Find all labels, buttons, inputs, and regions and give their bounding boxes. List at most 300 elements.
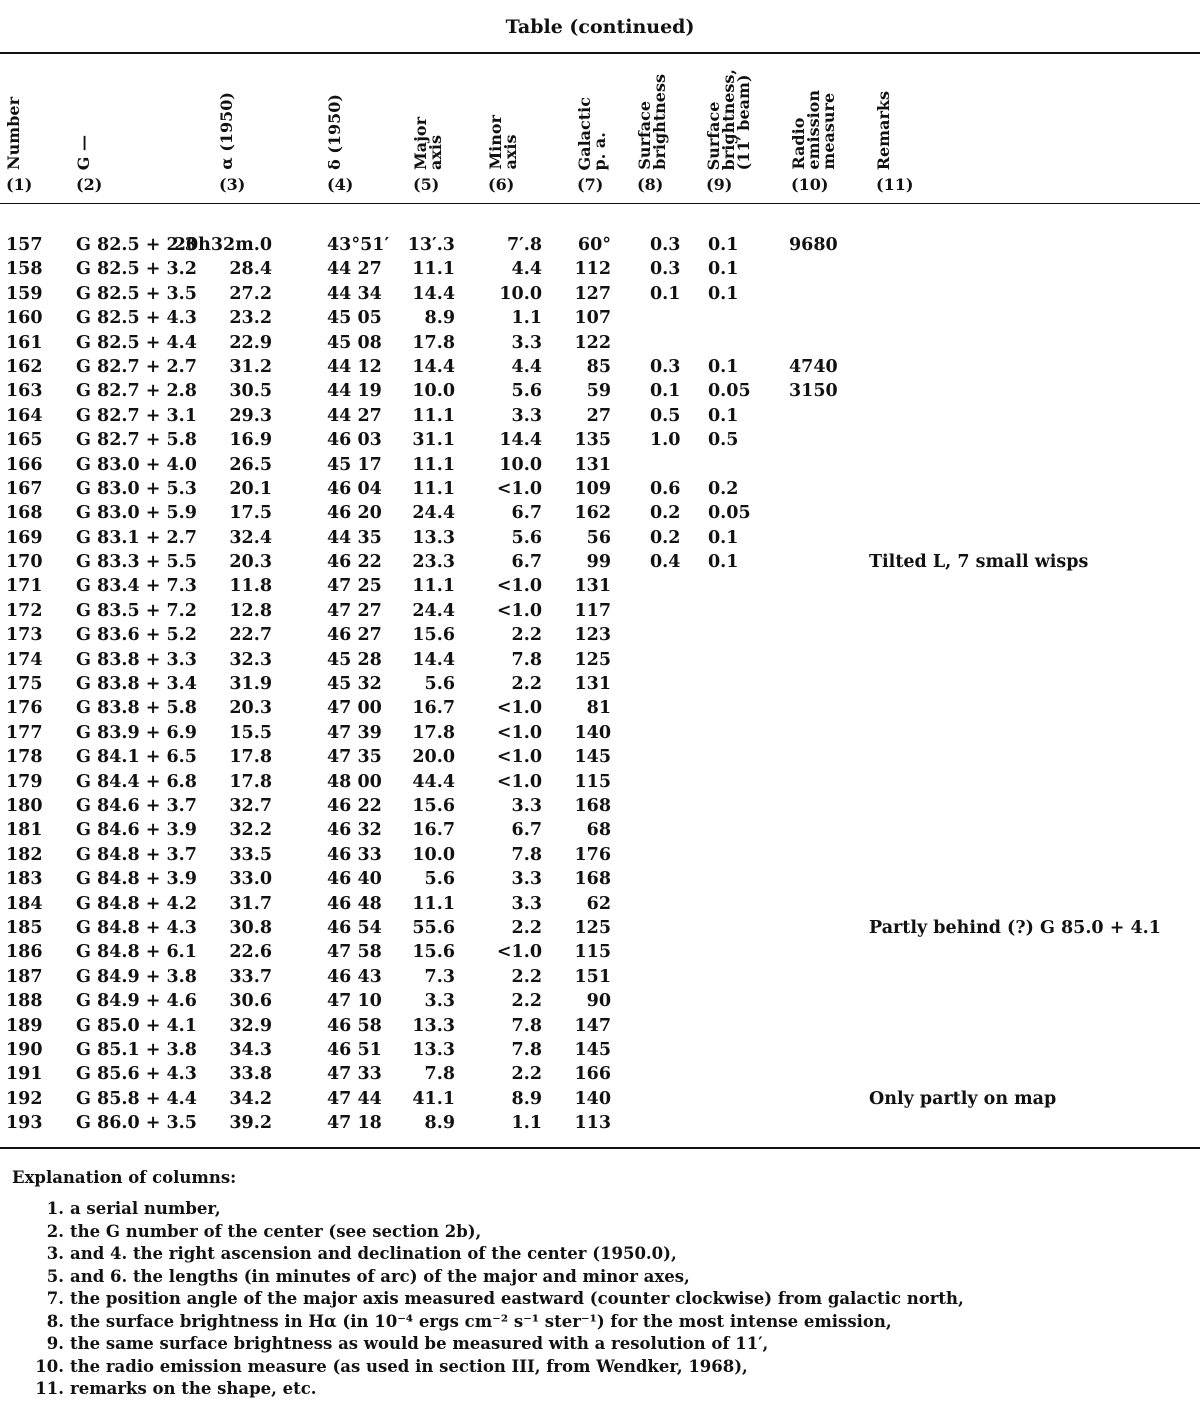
cell-galactic-pa: 109 [574, 478, 611, 499]
cell-declination: 46 03 [327, 430, 382, 451]
cell-declination: 45 28 [327, 649, 382, 670]
cell-major-axis: 10.0 [412, 381, 455, 402]
cell-major-axis: 14.4 [412, 283, 455, 304]
table-row [0, 869, 1200, 893]
cell-right-ascension: 17.5 [229, 503, 272, 524]
cell-surface-brightness-11: 0.5 [708, 430, 739, 451]
cell-right-ascension: 15.5 [229, 722, 272, 743]
cell-number: 161 [6, 332, 43, 353]
cell-declination: 47 39 [327, 722, 382, 743]
explanation-item-number: 11. [35, 1379, 64, 1398]
explanation-item [12, 1334, 964, 1357]
cell-minor-axis: 6.7 [511, 552, 542, 573]
table-row [0, 479, 1200, 503]
explanation-item-text: the G number of the center (see section 2b), [70, 1221, 482, 1241]
cell-declination: 44 35 [327, 527, 382, 548]
cell-right-ascension: 32.9 [229, 1015, 272, 1036]
cell-right-ascension: 33.7 [229, 966, 272, 987]
cell-number: 163 [6, 381, 43, 402]
cell-right-ascension: 27.2 [229, 283, 272, 304]
cell-declination: 46 32 [327, 820, 382, 841]
cell-galactic-pa: 56 [586, 527, 611, 548]
cell-radio-emission-measure: 9680 [789, 235, 838, 255]
cell-declination: 47 10 [327, 991, 382, 1012]
cell-major-axis: 11.1 [412, 405, 455, 426]
cell-number: 167 [6, 478, 43, 499]
cell-galactic-pa: 162 [574, 503, 611, 524]
cell-g-designation: G 83.0 + 4.0 [76, 454, 197, 475]
cell-surface-brightness-11: 0.1 [708, 552, 739, 573]
cell-right-ascension: 12.8 [229, 600, 272, 621]
cell-g-designation: G 84.4 + 6.8 [76, 771, 197, 792]
explanation-item [12, 1357, 964, 1380]
cell-right-ascension: 30.6 [229, 991, 272, 1012]
cell-minor-axis: 3.3 [511, 332, 542, 353]
header-label: Surface brightness, (11′ beam) [704, 68, 753, 170]
cell-right-ascension: 33.8 [229, 1064, 272, 1085]
cell-radio-emission-measure: 4740 [789, 356, 838, 377]
cell-galactic-pa: 99 [586, 552, 611, 573]
cell-right-ascension: 28.4 [229, 259, 272, 280]
cell-minor-axis: 2.2 [511, 1064, 542, 1085]
header-number: (1) [6, 175, 33, 194]
cell-g-designation: G 84.8 + 6.1 [76, 942, 197, 963]
cell-minor-axis: 6.7 [511, 820, 542, 841]
table-row [0, 674, 1200, 698]
cell-number: 171 [6, 576, 43, 597]
cell-galactic-pa: 135 [574, 430, 611, 451]
cell-minor-axis: 3.3 [511, 795, 542, 816]
header-number: (11) [876, 175, 914, 194]
cell-number: 193 [6, 1113, 43, 1134]
cell-declination: 45 08 [327, 332, 382, 353]
header-rule [0, 203, 1200, 204]
header-number: (6) [488, 175, 515, 194]
explanation-item [12, 1289, 964, 1312]
explanation-item-text: the radio emission measure (as used in section III, from Wendker, 1968), [70, 1356, 748, 1376]
cell-galactic-pa: 123 [574, 625, 611, 646]
cell-major-axis: 11.1 [412, 478, 455, 499]
cell-minor-axis: 6.7 [511, 503, 542, 524]
table-row [0, 772, 1200, 796]
table-row [0, 430, 1200, 454]
cell-number: 168 [6, 503, 43, 524]
table-row [0, 918, 1200, 942]
header-label: Number [4, 97, 23, 170]
cell-right-ascension: 22.6 [229, 942, 272, 963]
cell-right-ascension: 31.9 [229, 674, 272, 695]
cell-major-axis: 23.3 [412, 552, 455, 573]
cell-g-designation: G 83.1 + 2.7 [76, 527, 197, 548]
table-row [0, 1016, 1200, 1040]
cell-declination: 47 58 [327, 942, 382, 963]
cell-surface-brightness: 0.3 [650, 356, 681, 377]
cell-g-designation: G 84.1 + 6.5 [76, 747, 197, 768]
cell-galactic-pa: 166 [574, 1064, 611, 1085]
cell-minor-axis: 1.1 [511, 1113, 542, 1134]
explanation-item [12, 1244, 964, 1267]
cell-major-axis: 5.6 [424, 869, 455, 890]
table-row [0, 1064, 1200, 1088]
cell-g-designation: G 84.8 + 3.9 [76, 869, 197, 890]
cell-major-axis: 13.3 [412, 1015, 455, 1036]
top-rule [0, 52, 1200, 54]
cell-minor-axis: 4.4 [511, 259, 542, 280]
cell-declination: 46 22 [327, 795, 382, 816]
header-number: (7) [577, 175, 604, 194]
cell-right-ascension: 17.8 [229, 771, 272, 792]
cell-right-ascension: 32.3 [229, 649, 272, 670]
cell-number: 181 [6, 820, 43, 841]
cell-major-axis: 17.8 [412, 332, 455, 353]
cell-declination: 47 25 [327, 576, 382, 597]
cell-radio-emission-measure: 3150 [789, 381, 838, 402]
cell-declination: 46 33 [327, 844, 382, 865]
cell-minor-axis: 2.2 [511, 625, 542, 646]
cell-minor-axis: 2.2 [511, 991, 542, 1012]
cell-galactic-pa: 27 [586, 405, 611, 426]
cell-galactic-pa: 140 [574, 722, 611, 743]
cell-declination: 45 05 [327, 308, 382, 329]
cell-number: 184 [6, 893, 43, 914]
cell-right-ascension: 39.2 [229, 1113, 272, 1134]
cell-major-axis: 55.6 [412, 917, 455, 938]
cell-g-designation: G 84.9 + 4.6 [76, 991, 197, 1012]
cell-minor-axis: <1.0 [496, 747, 542, 768]
cell-minor-axis: <1.0 [496, 698, 542, 719]
cell-minor-axis: 2.2 [511, 917, 542, 938]
cell-minor-axis: 3.3 [511, 893, 542, 914]
cell-right-ascension: 22.9 [229, 332, 272, 353]
cell-major-axis: 44.4 [412, 771, 455, 792]
table-row [0, 284, 1200, 308]
cell-g-designation: G 85.8 + 4.4 [76, 1088, 197, 1109]
cell-minor-axis: 2.2 [511, 674, 542, 695]
cell-number: 176 [6, 698, 43, 719]
cell-number: 186 [6, 942, 43, 963]
header-label: Major axis [411, 117, 445, 170]
cell-surface-brightness: 0.5 [650, 405, 681, 426]
cell-major-axis: 16.7 [412, 698, 455, 719]
cell-major-axis: 13.3 [412, 527, 455, 548]
cell-declination: 46 43 [327, 966, 382, 987]
cell-declination: 44 12 [327, 356, 382, 377]
cell-right-ascension: 33.5 [229, 844, 272, 865]
table-row [0, 455, 1200, 479]
cell-minor-axis: 7.8 [511, 649, 542, 670]
cell-declination: 46 27 [327, 625, 382, 646]
cell-major-axis: 8.9 [424, 308, 455, 329]
cell-major-axis: 11.1 [412, 259, 455, 280]
cell-right-ascension: 17.8 [229, 747, 272, 768]
cell-number: 180 [6, 795, 43, 816]
cell-right-ascension: 34.3 [229, 1039, 272, 1060]
cell-minor-axis: <1.0 [496, 600, 542, 621]
cell-major-axis: 20.0 [412, 747, 455, 768]
table-body [0, 235, 1200, 1137]
cell-minor-axis: 7.8 [511, 1015, 542, 1036]
table-row [0, 1113, 1200, 1137]
explanation-item-number: 3. [46, 1244, 64, 1263]
cell-number: 169 [6, 527, 43, 548]
cell-right-ascension: 32.2 [229, 820, 272, 841]
cell-remarks: Only partly on map [869, 1088, 1057, 1109]
cell-galactic-pa: 85 [586, 356, 611, 377]
cell-number: 189 [6, 1015, 43, 1036]
explanation-intro: Explanation of columns: [12, 1168, 237, 1187]
cell-right-ascension: 31.2 [229, 356, 272, 377]
cell-right-ascension: 32.7 [229, 795, 272, 816]
cell-major-axis: 11.1 [412, 454, 455, 475]
cell-number: 187 [6, 966, 43, 987]
cell-number: 157 [6, 235, 43, 255]
cell-major-axis: 3.3 [424, 991, 455, 1012]
cell-galactic-pa: 60° [577, 235, 611, 255]
cell-right-ascension: 20.1 [229, 478, 272, 499]
cell-galactic-pa: 145 [574, 747, 611, 768]
cell-surface-brightness-11: 0.05 [708, 381, 751, 402]
cell-major-axis: 41.1 [412, 1088, 455, 1109]
cell-surface-brightness-11: 0.1 [708, 356, 739, 377]
explanation [12, 1168, 964, 1402]
cell-number: 188 [6, 991, 43, 1012]
cell-g-designation: G 82.5 + 3.5 [76, 283, 197, 304]
cell-declination: 44 27 [327, 405, 382, 426]
table-row [0, 747, 1200, 771]
cell-major-axis: 14.4 [412, 356, 455, 377]
cell-g-designation: G 83.0 + 5.9 [76, 503, 197, 524]
cell-minor-axis: <1.0 [496, 722, 542, 743]
table-row [0, 698, 1200, 722]
header-label: α (1950) [217, 92, 236, 170]
cell-minor-axis: 5.6 [511, 527, 542, 548]
cell-remarks: Tilted L, 7 small wisps [869, 552, 1089, 573]
cell-number: 177 [6, 722, 43, 743]
cell-minor-axis: 8.9 [511, 1088, 542, 1109]
cell-galactic-pa: 68 [586, 820, 611, 841]
explanation-item-number: 5. [46, 1266, 64, 1286]
cell-g-designation: G 85.1 + 3.8 [76, 1039, 197, 1060]
table-row [0, 650, 1200, 674]
header-label: Minor axis [486, 115, 520, 170]
explanation-item [12, 1267, 964, 1290]
cell-major-axis: 13.3 [412, 1039, 455, 1060]
explanation-item-number: 2. [46, 1221, 64, 1241]
cell-minor-axis: <1.0 [496, 576, 542, 597]
cell-declination: 45 17 [327, 454, 382, 475]
cell-declination: 45 32 [327, 674, 382, 695]
cell-g-designation: G 85.6 + 4.3 [76, 1064, 197, 1085]
cell-right-ascension: 32.4 [229, 527, 272, 548]
explanation-item-number: 10. [35, 1356, 64, 1376]
cell-galactic-pa: 147 [574, 1015, 611, 1036]
cell-surface-brightness: 0.6 [650, 478, 681, 499]
cell-minor-axis: 14.4 [499, 430, 542, 451]
cell-minor-axis: 3.3 [511, 405, 542, 426]
cell-galactic-pa: 59 [586, 381, 611, 402]
explanation-item-text: the same surface brightness as would be measured with a resolution of 11′, [70, 1334, 769, 1353]
cell-number: 183 [6, 869, 43, 890]
cell-minor-axis: 2.2 [511, 966, 542, 987]
table-row [0, 1040, 1200, 1064]
cell-galactic-pa: 131 [574, 454, 611, 475]
cell-right-ascension: 20.3 [229, 698, 272, 719]
cell-g-designation: G 86.0 + 3.5 [76, 1113, 197, 1134]
header-number: (5) [413, 175, 440, 194]
cell-right-ascension: 30.5 [229, 381, 272, 402]
cell-g-designation: G 83.3 + 5.5 [76, 552, 197, 573]
cell-major-axis: 17.8 [412, 722, 455, 743]
cell-g-designation: G 84.8 + 4.3 [76, 917, 197, 938]
cell-major-axis: 7.3 [424, 966, 455, 987]
table-row [0, 576, 1200, 600]
cell-galactic-pa: 62 [586, 893, 611, 914]
cell-galactic-pa: 113 [574, 1113, 611, 1134]
cell-minor-axis: 7.8 [511, 1039, 542, 1060]
cell-galactic-pa: 122 [574, 332, 611, 353]
cell-surface-brightness: 0.1 [650, 283, 681, 304]
cell-galactic-pa: 125 [574, 649, 611, 670]
explanation-item-number: 1. [46, 1199, 64, 1218]
cell-number: 162 [6, 356, 43, 377]
cell-g-designation: G 83.9 + 6.9 [76, 722, 197, 743]
explanation-list [12, 1199, 964, 1402]
explanation-item-text: remarks on the shape, etc. [70, 1379, 317, 1398]
cell-right-ascension: 31.7 [229, 893, 272, 914]
cell-right-ascension: 20h32m.0 [173, 235, 272, 255]
table-row [0, 503, 1200, 527]
table-title: Table (continued) [505, 16, 695, 38]
cell-declination: 47 35 [327, 747, 382, 768]
header-number: (8) [637, 175, 664, 194]
cell-number: 179 [6, 771, 43, 792]
cell-minor-axis: 10.0 [499, 283, 542, 304]
cell-right-ascension: 20.3 [229, 552, 272, 573]
cell-galactic-pa: 90 [586, 991, 611, 1012]
cell-galactic-pa: 151 [574, 966, 611, 987]
cell-g-designation: G 83.8 + 3.4 [76, 674, 197, 695]
table-row [0, 259, 1200, 283]
cell-minor-axis: 7.8 [511, 844, 542, 865]
table-row [0, 528, 1200, 552]
cell-number: 175 [6, 674, 43, 695]
table-row [0, 796, 1200, 820]
explanation-item-text: a serial number, [70, 1199, 221, 1218]
table-row [0, 308, 1200, 332]
cell-g-designation: G 82.5 + 2.3 [76, 235, 197, 255]
cell-right-ascension: 26.5 [229, 454, 272, 475]
cell-galactic-pa: 131 [574, 576, 611, 597]
cell-major-axis: 14.4 [412, 649, 455, 670]
cell-surface-brightness-11: 0.2 [708, 478, 739, 499]
cell-surface-brightness: 0.4 [650, 552, 681, 573]
cell-major-axis: 31.1 [412, 430, 455, 451]
cell-minor-axis: 3.3 [511, 869, 542, 890]
header-number: (3) [219, 175, 246, 194]
cell-declination: 44 34 [327, 283, 382, 304]
cell-g-designation: G 82.7 + 3.1 [76, 405, 197, 426]
cell-declination: 43°51′ [327, 235, 390, 255]
cell-g-designation: G 83.0 + 5.3 [76, 478, 197, 499]
cell-number: 185 [6, 917, 43, 938]
cell-surface-brightness-11: 0.1 [708, 527, 739, 548]
cell-minor-axis: 7′.8 [506, 235, 542, 255]
cell-major-axis: 13′.3 [407, 235, 455, 255]
table-row [0, 967, 1200, 991]
cell-major-axis: 7.8 [424, 1064, 455, 1085]
cell-surface-brightness-11: 0.1 [708, 405, 739, 426]
table-row [0, 601, 1200, 625]
cell-declination: 47 18 [327, 1113, 382, 1134]
cell-g-designation: G 83.4 + 7.3 [76, 576, 197, 597]
cell-declination: 44 27 [327, 259, 382, 280]
cell-major-axis: 5.6 [424, 674, 455, 695]
cell-surface-brightness: 0.3 [650, 235, 681, 255]
cell-surface-brightness: 0.2 [650, 503, 681, 524]
header-label: δ (1950) [325, 94, 344, 170]
table-row [0, 845, 1200, 869]
table-row [0, 991, 1200, 1015]
cell-g-designation: G 83.8 + 3.3 [76, 649, 197, 670]
cell-declination: 46 22 [327, 552, 382, 573]
cell-declination: 48 00 [327, 771, 382, 792]
header-label: Surface brightness [635, 74, 669, 170]
table-row [0, 552, 1200, 576]
explanation-item [12, 1199, 964, 1222]
explanation-item [12, 1222, 964, 1245]
explanation-item-text: the position angle of the major axis measured eastward (counter clockwise) from galactic north, [70, 1289, 964, 1308]
cell-right-ascension: 34.2 [229, 1088, 272, 1109]
cell-declination: 46 51 [327, 1039, 382, 1060]
cell-galactic-pa: 145 [574, 1039, 611, 1060]
table-row [0, 406, 1200, 430]
cell-galactic-pa: 131 [574, 674, 611, 695]
cell-g-designation: G 84.6 + 3.9 [76, 820, 197, 841]
cell-major-axis: 11.1 [412, 576, 455, 597]
cell-minor-axis: 5.6 [511, 381, 542, 402]
header-number: (4) [327, 175, 354, 194]
cell-number: 158 [6, 259, 43, 280]
cell-surface-brightness-11: 0.1 [708, 259, 739, 280]
table-row [0, 381, 1200, 405]
cell-minor-axis: 10.0 [499, 454, 542, 475]
cell-galactic-pa: 168 [574, 795, 611, 816]
cell-right-ascension: 22.7 [229, 625, 272, 646]
cell-galactic-pa: 115 [574, 942, 611, 963]
cell-declination: 46 54 [327, 917, 382, 938]
cell-number: 191 [6, 1064, 43, 1085]
cell-galactic-pa: 176 [574, 844, 611, 865]
cell-remarks: Partly behind (?) G 85.0 + 4.1 [869, 917, 1161, 938]
table-row [0, 625, 1200, 649]
explanation-item [12, 1312, 964, 1335]
cell-number: 182 [6, 844, 43, 865]
explanation-item-text: and 4. the right ascension and declination of the center (1950.0), [70, 1244, 677, 1263]
explanation-item-number: 7. [46, 1289, 64, 1308]
cell-declination: 46 48 [327, 893, 382, 914]
table-row [0, 333, 1200, 357]
explanation-item [12, 1379, 964, 1402]
cell-g-designation: G 82.7 + 5.8 [76, 430, 197, 451]
cell-galactic-pa: 112 [574, 259, 611, 280]
header-number: (10) [791, 175, 829, 194]
cell-major-axis: 11.1 [412, 893, 455, 914]
cell-right-ascension: 33.0 [229, 869, 272, 890]
cell-g-designation: G 83.8 + 5.8 [76, 698, 197, 719]
cell-g-designation: G 84.8 + 3.7 [76, 844, 197, 865]
cell-number: 166 [6, 454, 43, 475]
cell-declination: 47 27 [327, 600, 382, 621]
